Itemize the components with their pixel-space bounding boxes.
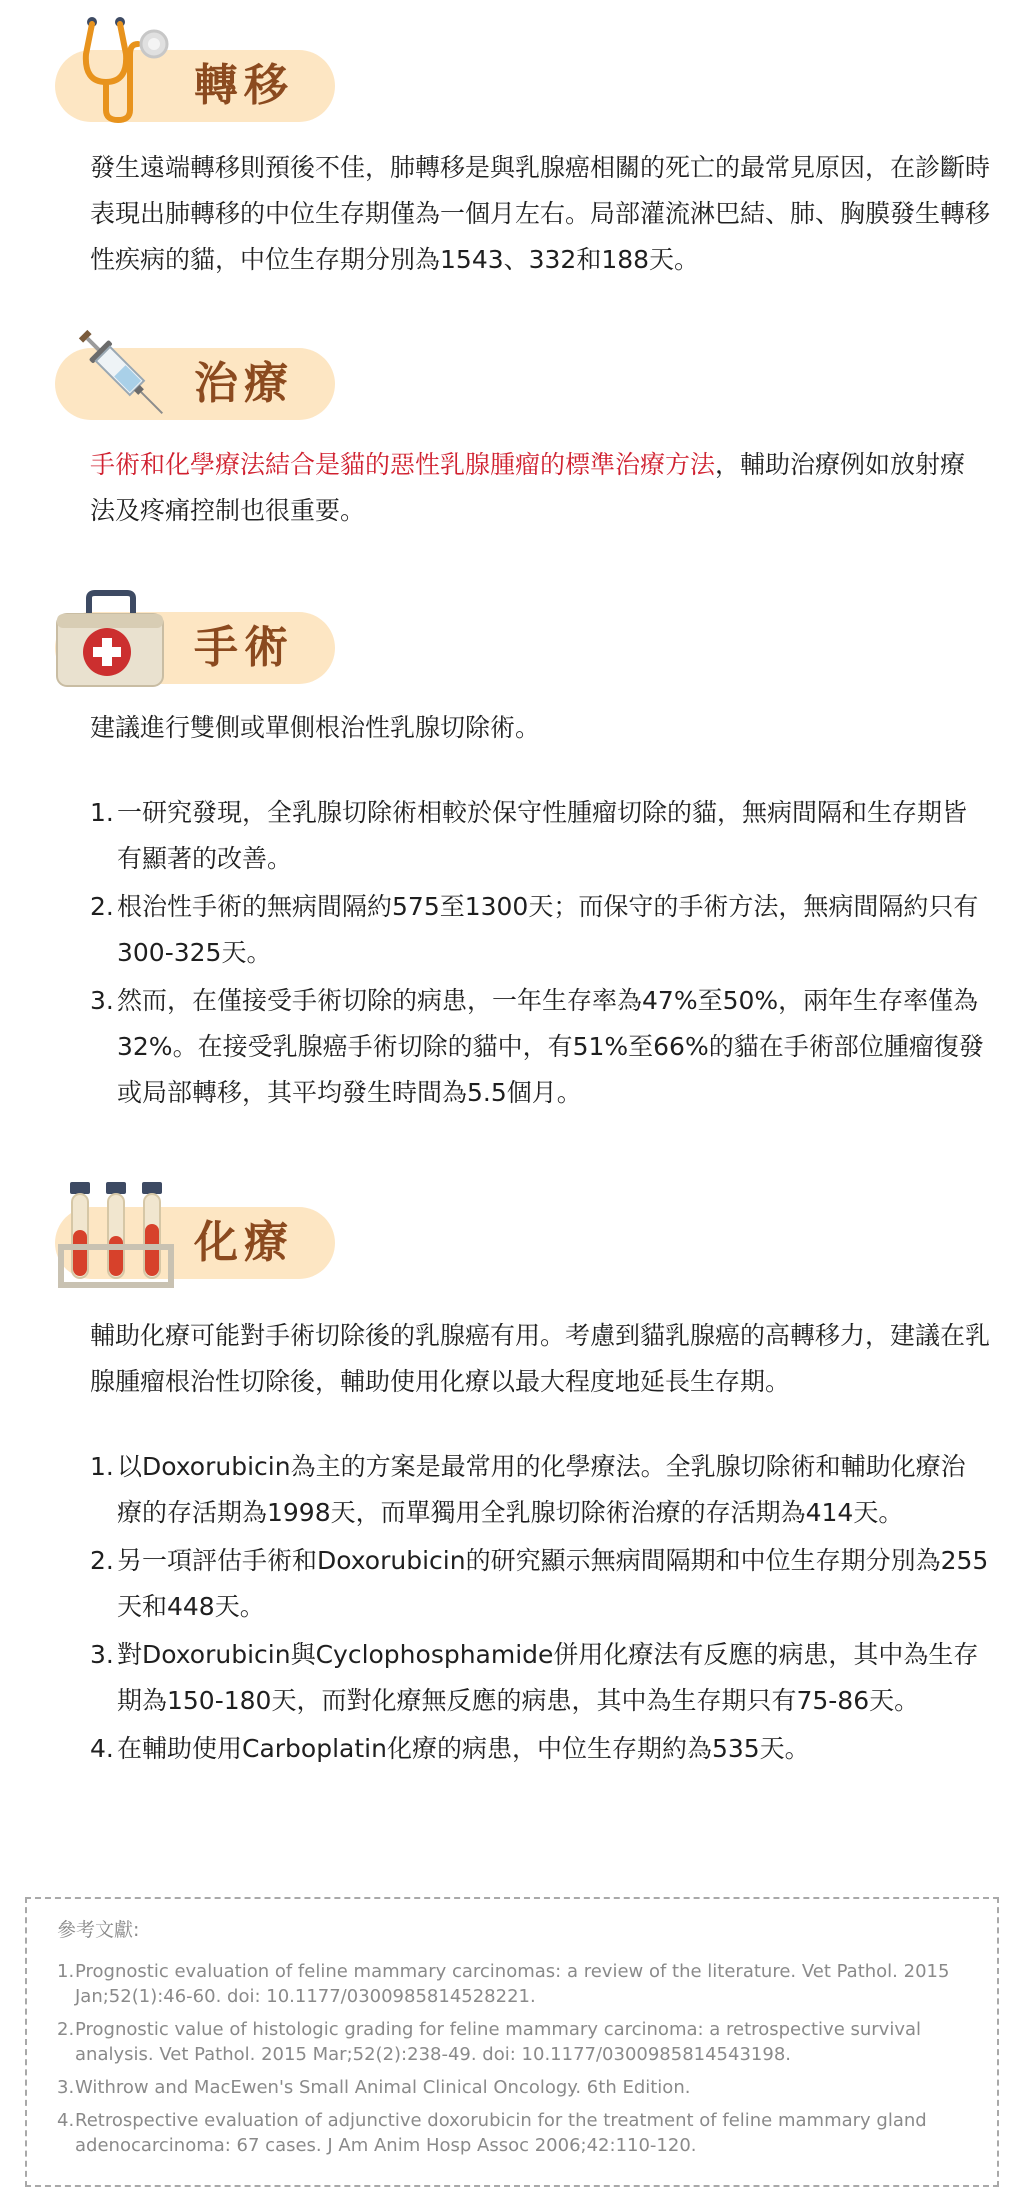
reference-text: Prognostic evaluation of feline mammary carcinomas: a review of the literature. Vet Pathol. 2015 Jan;52(1):46-60. doi: 10.1177/0300985814528221.	[75, 1961, 950, 2007]
list-item-text: 然而，在僅接受手術切除的病患，一年生存率為47%至50%，兩年生存率僅為32%。在接受乳腺癌手術切除的貓中，有51%至66%的貓在手術部位腫瘤復發或局部轉移，其平均發生時間為5.5個月。	[117, 986, 984, 1107]
reference-item	[57, 2017, 982, 2067]
reference-item	[57, 2108, 982, 2158]
list-item	[90, 978, 990, 1116]
list-item	[90, 1444, 990, 1536]
references-title: 參考文獻:	[57, 1919, 140, 1941]
list-item	[90, 790, 990, 882]
section-intro: 輔助化療可能對手術切除後的乳腺癌有用。考慮到貓乳腺癌的高轉移力，建議在乳腺腫瘤根治性切除後，輔助使用化療以最大程度地延長生存期。	[90, 1321, 991, 1396]
syringe-icon	[72, 318, 172, 428]
section-title: 治療	[194, 358, 294, 409]
list-item-text: 在輔助使用Carboplatin化療的病患，中位生存期約為535天。	[117, 1734, 810, 1763]
stethoscope-icon	[72, 14, 172, 124]
reference-text: Withrow and MacEwen's Small Animal Clinical Oncology. 6th Edition.	[75, 2077, 691, 2098]
list-item-number: 4.	[90, 1734, 114, 1763]
reference-number: 3.	[57, 2077, 75, 2098]
list-item-number: 3.	[90, 1640, 114, 1669]
list-item-text: 另一項評估手術和Doxorubicin的研究顯示無病間隔期和中位生存期分別為255天和448天。	[117, 1546, 989, 1621]
list-item	[90, 884, 990, 976]
reference-text: Retrospective evaluation of adjunctive doxorubicin for the treatment of feline mammary gland adenocarcinoma: 67 cases. J Am Anim Hosp Assoc 2006;42:110-120.	[75, 2110, 927, 2156]
reference-item	[57, 1959, 982, 2009]
list-item-number: 2.	[90, 892, 114, 921]
list-item-number: 2.	[90, 1546, 114, 1575]
reference-item	[57, 2075, 982, 2100]
list-item-number: 3.	[90, 986, 114, 1015]
reference-number: 4.	[57, 2110, 75, 2131]
list-item-number: 1.	[90, 1452, 114, 1481]
list-item-text: 以Doxorubicin為主的方案是最常用的化學療法。全乳腺切除術和輔助化療治療的存活期為1998天，而單獨用全乳腺切除術治療的存活期為414天。	[117, 1452, 966, 1527]
section-title: 化療	[194, 1217, 294, 1268]
test-tubes-icon	[56, 1180, 176, 1292]
references-box	[25, 1897, 999, 2187]
reference-number: 2.	[57, 2019, 75, 2040]
section-intro: 建議進行雙側或單側根治性乳腺切除術。	[90, 713, 541, 742]
reference-text: Prognostic value of histologic grading for feline mammary carcinoma: a retrospective survival analysis. Vet Pathol. 2015 Mar;52(2):238-49. doi: 10.1177/0300985814543198.	[75, 2019, 922, 2065]
section-title: 手術	[194, 622, 294, 673]
list-item	[90, 1632, 990, 1724]
chemo-list	[90, 1444, 990, 1774]
paragraph-rest: ，輔助治療例如放射療法及疼痛控制也很重要。	[90, 450, 966, 525]
list-item-text: 一研究發現，全乳腺切除術相較於保守性腫瘤切除的貓，無病間隔和生存期皆有顯著的改善。	[117, 798, 968, 873]
highlight-text: 手術和化學療法結合是貓的惡性乳腺腫瘤的標準治療方法	[90, 450, 716, 479]
surgery-list	[90, 790, 990, 1118]
list-item	[90, 1726, 990, 1772]
list-item-number: 1.	[90, 798, 114, 827]
references-list	[57, 1959, 982, 2166]
list-item-text: 根治性手術的無病間隔約575至1300天；而保守的手術方法，無病間隔約只有300-325天。	[117, 892, 979, 967]
section-paragraph	[90, 442, 990, 534]
reference-number: 1.	[57, 1961, 75, 1982]
section-paragraph: 發生遠端轉移則預後不佳，肺轉移是與乳腺癌相關的死亡的最常見原因，在診斷時表現出肺轉移的中位生存期僅為一個月左右。局部灌流淋巴結、肺、胸膜發生轉移性疾病的貓，中位生存期分別為1543、332和188天。	[90, 153, 991, 274]
list-item	[90, 1538, 990, 1630]
first-aid-kit-icon	[55, 590, 167, 690]
section-title: 轉移	[194, 60, 294, 111]
list-item-text: 對Doxorubicin與Cyclophosphamide併用化療法有反應的病患，其中為生存期為150-180天，而對化療無反應的病患，其中為生存期只有75-86天。	[117, 1640, 979, 1715]
